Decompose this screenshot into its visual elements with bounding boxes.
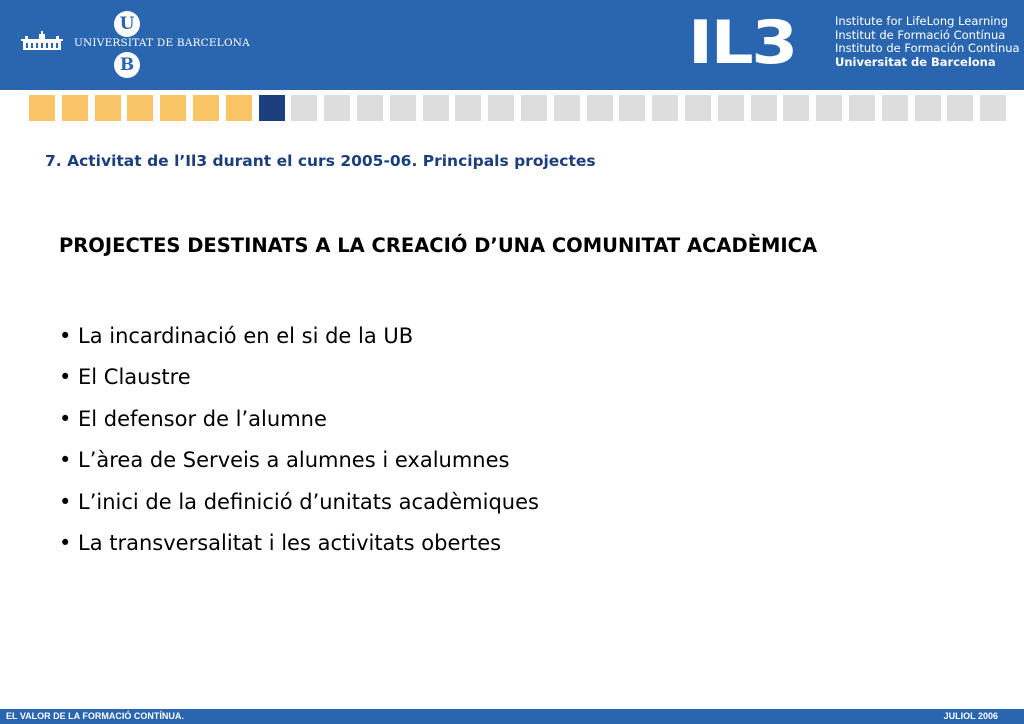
progress-square-pending [882,95,908,121]
ub-initial-u: U [114,11,140,37]
progress-square-pending [455,95,481,121]
list-item [59,399,539,440]
il3-logo-mark: IL3 [688,8,796,78]
progress-square-pending [915,95,941,121]
progress-square-pending [652,95,678,121]
progress-square-current [259,95,285,121]
progress-square-pending [718,95,744,121]
progress-square-pending [816,95,842,121]
progress-square-done [127,95,153,121]
header-bar [0,0,1024,90]
list-item-text: L’inici de la definició d’unitats acadèmiques [78,489,539,514]
progress-square-pending [980,95,1006,121]
progress-square-done [193,95,219,121]
progress-square-done [62,95,88,121]
list-item-text: La incardinació en el si de la UB [78,324,414,348]
bullet-icon: • [59,448,72,473]
bullet-icon: • [59,365,72,390]
ub-initial-b: B [114,52,140,78]
footer-bar [0,709,1024,724]
list-item [59,316,539,357]
progress-square-pending [521,95,547,121]
progress-square-pending [390,95,416,121]
list-item-text: El Claustre [78,365,191,390]
progress-square-pending [685,95,711,121]
ub-name: UNIVERSITAT DE BARCELONA [74,37,250,49]
progress-square-pending [751,95,777,121]
list-item [59,482,539,523]
section-title: 7. Activitat de l’Il3 durant el curs 2005-06. Principals projectes [45,152,596,170]
bullet-list [59,316,539,564]
progress-square-pending [587,95,613,121]
bullet-icon: • [59,324,72,348]
building-icon [20,30,64,52]
list-item [59,440,539,481]
il3-line-spanish: Instituto de Formación Continua [835,41,1020,55]
progress-square-pending [324,95,350,121]
progress-square-pending [947,95,973,121]
footer-tagline: EL VALOR DE LA FORMACIÓ CONTÍNUA. [6,711,184,721]
bullet-icon: • [59,406,72,431]
progress-square-pending [783,95,809,121]
progress-square-done [226,95,252,121]
list-item-text: El defensor de l’alumne [78,406,327,431]
progress-square-pending [423,95,449,121]
progress-square-done [160,95,186,121]
il3-line-catalan: Institut de Formació Contínua [835,27,1006,42]
progress-square-pending [619,95,645,121]
il3-logo-text [835,15,1020,69]
list-item-text: La transversalitat i les activitats obertes [78,531,502,556]
footer-date: JULIOL 2006 [943,711,998,721]
progress-square-pending [488,95,514,121]
list-item-text: L’àrea de Serveis a alumnes i exalumnes [78,448,510,473]
bullet-icon: • [59,531,72,556]
progress-square-pending [291,95,317,121]
progress-square-pending [357,95,383,121]
bullet-icon: • [59,489,72,514]
progress-square-done [95,95,121,121]
progress-square-pending [849,95,875,121]
list-item [59,357,539,398]
progress-square-pending [554,95,580,121]
slide-heading: PROJECTES DESTINATS A LA CREACIÓ D’UNA COMUNITAT ACADÈMICA [59,234,818,257]
il3-line-university: Universitat de Barcelona [835,54,996,69]
list-item [59,523,539,564]
ub-logo [18,8,250,80]
slide-progress-squares [29,95,1006,121]
progress-square-done [29,95,55,121]
il3-line-english: Institute for LifeLong Learning [835,14,1009,28]
